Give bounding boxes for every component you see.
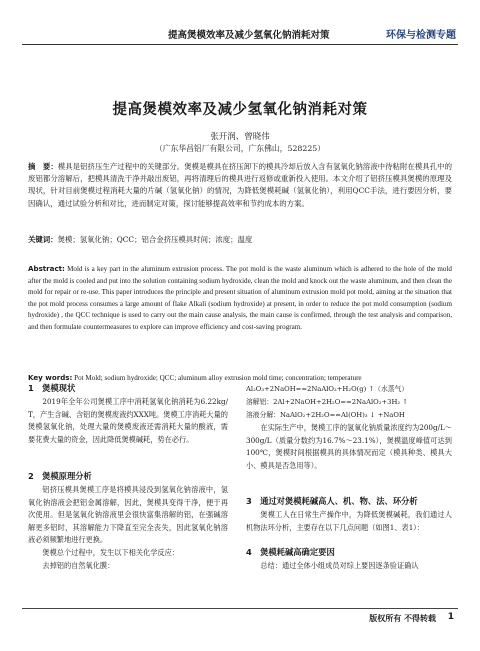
- running-header-title: 提高煲模效率及减少氢氧化钠消耗对策: [168, 30, 330, 41]
- section-3-body: [246, 509, 452, 534]
- section-2-continued: [246, 422, 452, 472]
- section-2-paragraph-2: 煲模总个过程中，发生以下相关化学反应：: [42, 547, 179, 557]
- paper-authors: 张开润、曾晓伟: [210, 132, 270, 142]
- keywords-en-text: Pot Mold; sodium hydroxide; QCC; aluminum alloy extrusion mold time; concentration; temperature: [74, 374, 362, 382]
- section-3-paragraph: 煲模工人在日常生产操作中，为降低煲模碱耗，我们通过人机物法环分析，主要存在以下几点问题（如图1、表1）：: [246, 510, 452, 532]
- running-header-section: 环保与检测专题: [386, 30, 456, 41]
- section-2-paragraph-1: 铝挤压模具煲模工序是将模具浸没到氢氧化钠溶液中，氢氧化钠溶液会把铝金属溶解，因此，煲模具变得干净，便于再次使用。但是氢氧化钠溶液里会很快富集溶解的铝，在强碱溶解更多铝时，其溶解能力下降直至完全丧失，因此氢氧化钠溶液必须频繁地进行更换。: [28, 485, 228, 545]
- abstract-cn-text: 模具是铝挤压生产过程中的关键部分。煲模是模具在挤压卸下的模具冷却后放入含有氢氧化钠溶液中待粘附在模具孔中的废铝都分溶解后，把模具清洗干净并敲出废铝，再将清理后的模具进行返修或重新投入使用。本文介绍了铝挤压模具煲模的原理及现状，针对目前煲模过程消耗大量的片碱（氢氧化钠）的情况，为降低煲模耗碱（氢氧化钠），利用QCC手法，进行要因分析，要因确认，通过试验分析和对比，进而制定对策，探讨能够提高效率和节约成本的方案。: [28, 162, 452, 208]
- equation-aluminum-dissolution: 溶解铝：2Al+2NaOH+2H₂O==2NaAlO₂+3H₂ ↑: [246, 398, 408, 406]
- section-2-paragraph-4: 在实际生产中，煲模工序的氢氧化钠质量浓度约为200g/L～300g/L（质量分数约为16.7%～23.1%），煲模温度峰值可达到100℃，煲模时间根据模具的具体情况而定（模具种类、模具大小、模具是否急用等）。: [246, 423, 452, 470]
- section-4-heading: 4 煲模耗碱高确定要因: [246, 547, 335, 557]
- abstract-en-text: Mold is a key part in the aluminum extrusion process. The pot mold is the waste aluminum which is adhered to the hole of the mold after the mold is cooled and put into the solution containing sodium hydroxide, clean the mold and knock out the waste aluminum, and then clean the mold for repair or re-use. This paper introduces the principle and present situation of aluminum extrusion mold pot mold, aiming at the situation that the pot mold process consumes a large amount of flake Alkali (sodium hydroxide) at present, in order to reduce the pot mold consumption (sodium hydroxide) , the QCC technique is used to carry out the main cause analysis, the main cause is confirmed, through the test analysis and comparison, and then formulate countermeasures to explore can improve efficiency and cost-saving program.: [28, 265, 452, 331]
- paper-affiliation: （广东华昌铝厂有限公司，广东佛山，528225）: [154, 144, 326, 153]
- section-1-heading: 1 煲模现状: [28, 383, 76, 393]
- section-2-paragraph-3: 去掉铝的自然氧化膜：: [42, 560, 115, 570]
- equation-solution-decomposition: 溶液分解：NaAlO₂+2H₂O==Al(OH)₃ ↓ +NaOH: [246, 411, 405, 419]
- abstract-cn: [28, 161, 452, 210]
- footer-copyright: 版权所有 不得转载: [369, 614, 436, 623]
- section-4-body: [246, 560, 452, 573]
- abstract-en-label: Abstract:: [28, 264, 65, 273]
- paper-title: 提高煲模效率及减少氢氧化钠消耗对策: [112, 102, 368, 118]
- abstract-en: [28, 263, 452, 334]
- keywords-cn: [28, 234, 452, 246]
- header-divider: [22, 44, 458, 45]
- abstract-cn-label: 摘 要：: [28, 162, 58, 171]
- keywords-cn-text: 煲模；氢氧化钠；QCC；铝合金挤压模具时间；浓度；温度: [57, 235, 253, 244]
- section-2-body: [28, 484, 228, 572]
- keywords-cn-label: 关键词：: [28, 235, 58, 244]
- equation-oxide-removal: Al₂O₃+2NaOH==2NaAlO₂+H₂O(g) ↑（水蒸气）: [246, 385, 409, 393]
- section-4-paragraph: 总结：通过全体小组成员对综上要因逐条验证确认: [260, 561, 419, 570]
- section-3-heading: 3 通过对煲模耗碱高人、机、物、法、环分析: [246, 496, 418, 506]
- section-1-paragraph: 2019年全年公司煲模工序中消耗氢氧化钠消耗为6.22kg/T，产生含碱、含铝的煲模废液约XXX吨。煲模工序消耗大量的煲模氢氧化钠，处理大量的煲模废液还需消耗大量的酸液，需要花费大量的资金，因此降低煲模碱耗，势在必行。: [28, 397, 228, 444]
- keywords-en-label: Key words:: [28, 373, 73, 382]
- page-number: 1: [447, 612, 454, 622]
- section-2-heading: 2 煲模原理分析: [28, 471, 92, 481]
- footer-divider: [22, 608, 458, 609]
- section-1-body: [28, 396, 228, 446]
